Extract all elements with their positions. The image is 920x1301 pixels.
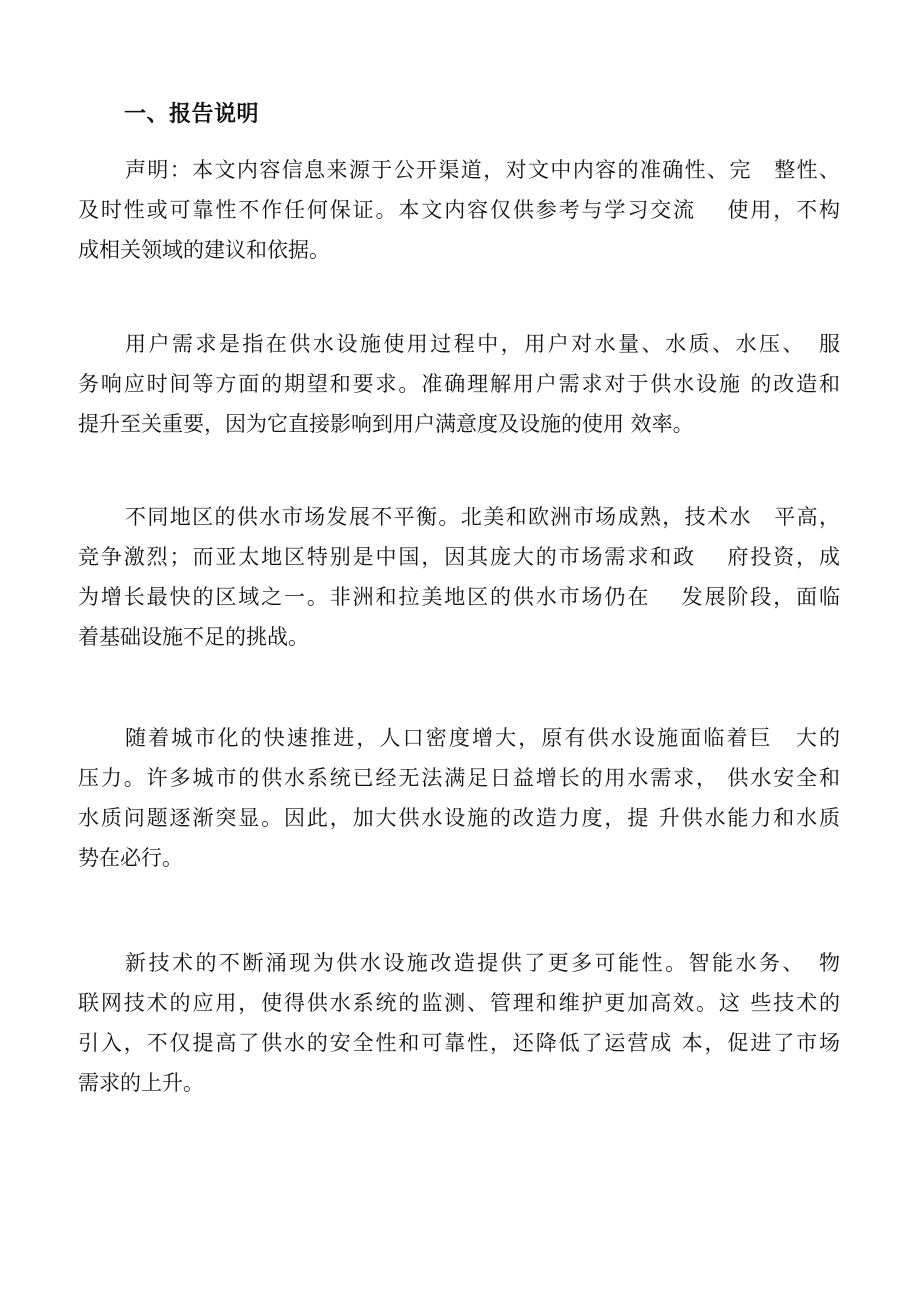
paragraph-line: 提升至关重要，因为它直接影响到用户满意度及设施的使用 效率。 xyxy=(78,412,694,436)
paragraph-line: 声明：本文内容信息来源于公开渠道，对文中内容的准确性、完 整性、 xyxy=(125,158,840,182)
paragraph-line: 竞争激烈；而亚太地区特别是中国，因其庞大的市场需求和政 府投资，成 xyxy=(78,545,840,569)
paragraph-user-demand xyxy=(78,324,840,444)
paragraph-line: 及时性或可靠性不作任何保证。本文内容仅供参考与学习交流 使用，不构 xyxy=(78,198,840,222)
paragraph-line: 水质问题逐渐突显。因此，加大供水设施的改造力度，提 升供水能力和水质 xyxy=(78,806,840,830)
paragraph-regional-market xyxy=(78,497,840,657)
paragraph-line: 不同地区的供水市场发展不平衡。北美和欧洲市场成熟，技术水 平高， xyxy=(125,505,840,529)
paragraph-line: 务响应时间等方面的期望和要求。准确理解用户需求对于供水设施 的改造和 xyxy=(78,372,840,396)
paragraph-line: 为增长最快的区域之一。非洲和拉美地区的供水市场仍在 发展阶段，面临 xyxy=(78,585,840,609)
paragraph-line: 成相关领域的建议和依据。 xyxy=(78,238,330,262)
paragraph-line: 联网技术的应用，使得供水系统的监测、管理和维护更加高效。这 些技术的 xyxy=(78,991,840,1015)
paragraph-line: 随着城市化的快速推进，人口密度增大，原有供水设施面临着巨 大的 xyxy=(125,726,840,750)
paragraph-urbanization xyxy=(78,718,840,878)
paragraph-line: 势在必行。 xyxy=(78,846,183,870)
paragraph-new-technology xyxy=(78,943,840,1103)
paragraph-line: 着基础设施不足的挑战。 xyxy=(78,625,309,649)
section-heading: 一、报告说明 xyxy=(124,101,260,127)
paragraph-line: 新技术的不断涌现为供水设施改造提供了更多可能性。智能水务、 物 xyxy=(125,951,840,975)
paragraph-line: 压力。许多城市的供水系统已经无法满足日益增长的用水需求， 供水安全和 xyxy=(78,766,840,790)
paragraph-line: 需求的上升。 xyxy=(78,1071,204,1095)
paragraph-disclaimer xyxy=(78,150,840,270)
paragraph-line: 用户需求是指在供水设施使用过程中，用户对水量、水质、水压、 服 xyxy=(125,332,840,356)
paragraph-line: 引入，不仅提高了供水的安全性和可靠性，还降低了运营成 本，促进了市场 xyxy=(78,1031,840,1055)
